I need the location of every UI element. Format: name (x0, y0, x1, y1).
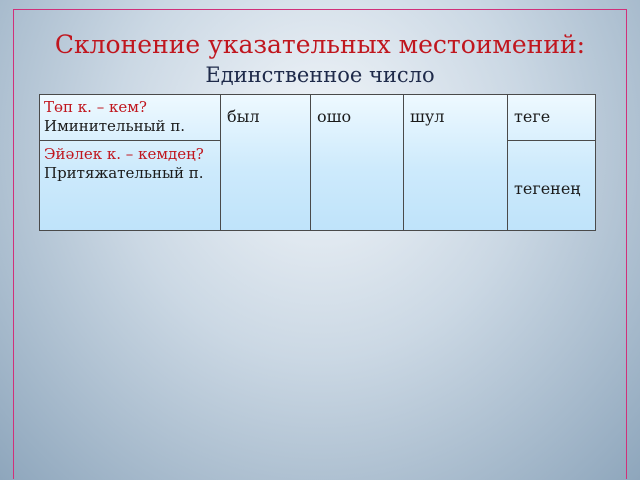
case-cell (40, 141, 221, 231)
form-cell (508, 95, 596, 141)
form-cell (404, 95, 508, 231)
case-question: Төп к. – кем? (44, 98, 147, 116)
slide-title: Склонение указательных местоимений: (54, 30, 586, 59)
table-row (40, 95, 596, 141)
slide-subtitle: Единственное число (205, 63, 435, 87)
form-cell (311, 95, 404, 231)
form-text: теге (514, 107, 551, 126)
declension-table (39, 94, 596, 231)
form-cell (508, 141, 596, 231)
case-cell (40, 95, 221, 141)
case-name: Притяжательный п. (44, 164, 204, 182)
case-question: Эйәлек к. – кемдең? (44, 145, 204, 163)
case-name: Иминительный п. (44, 117, 186, 135)
form-text: тегенең (514, 179, 581, 198)
form-text: был (227, 107, 260, 126)
form-cell (221, 95, 311, 231)
form-text: шул (410, 107, 445, 126)
form-text: ошо (317, 107, 352, 126)
